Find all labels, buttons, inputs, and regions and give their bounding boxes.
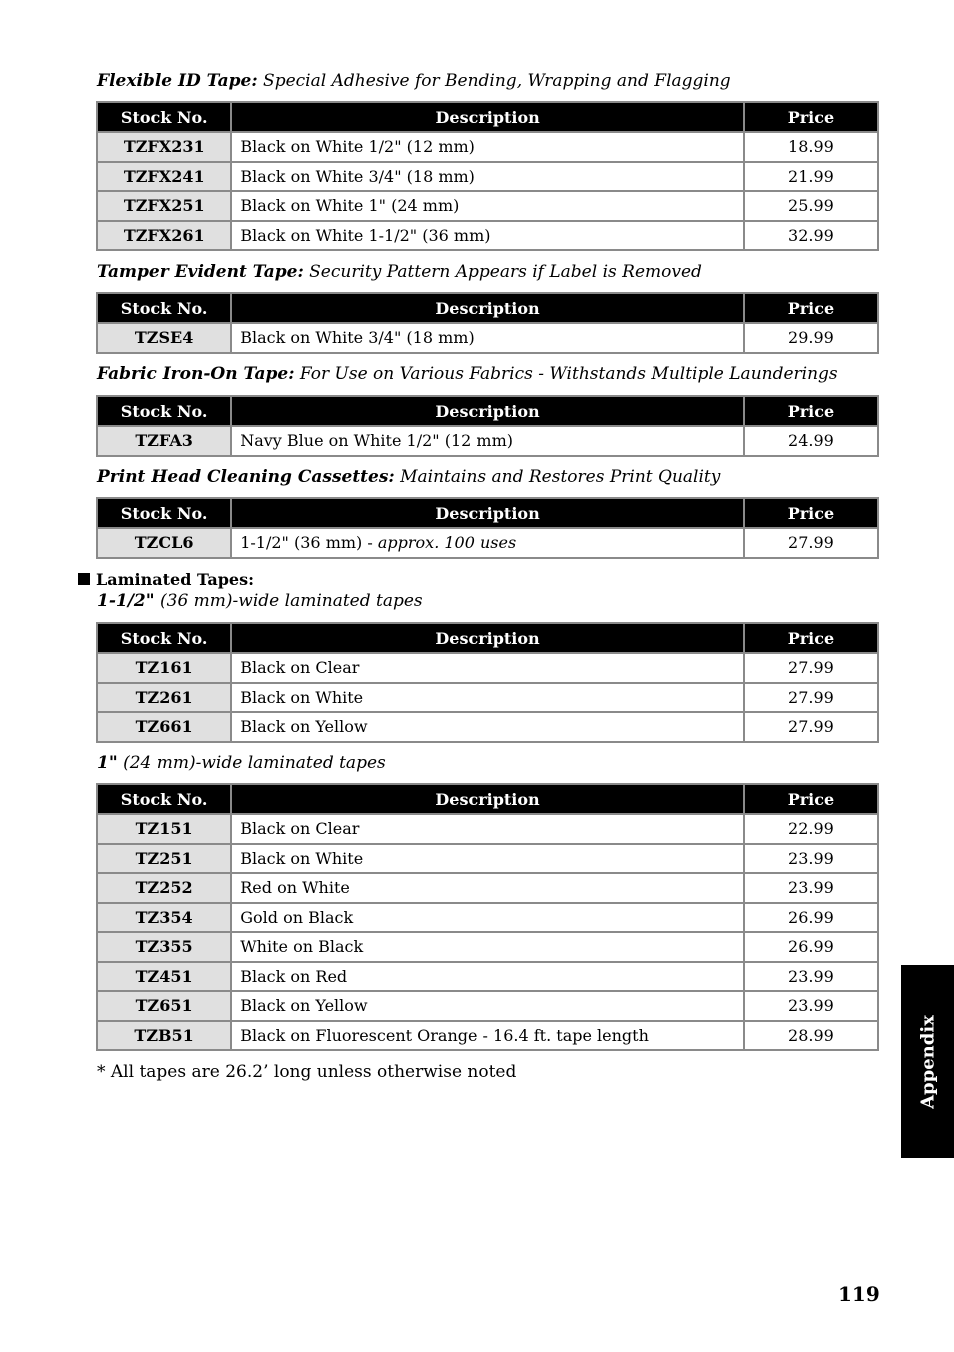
stock-cell: TZ661 bbox=[97, 712, 231, 742]
table-row bbox=[97, 712, 878, 742]
header-stock: Stock No. bbox=[97, 102, 231, 132]
stock-cell: TZB51 bbox=[97, 1021, 231, 1051]
table-header-row bbox=[97, 498, 878, 528]
table-row bbox=[97, 426, 878, 456]
stock-cell: TZCL6 bbox=[97, 528, 231, 558]
price-cell: 23.99 bbox=[744, 873, 878, 903]
table-row bbox=[97, 191, 878, 221]
header-price: Price bbox=[744, 102, 878, 132]
description-cell: Black on Yellow bbox=[231, 991, 744, 1021]
stock-cell: TZ161 bbox=[97, 653, 231, 683]
table-row bbox=[97, 903, 878, 933]
stock-cell: TZFA3 bbox=[97, 426, 231, 456]
header-description: Description bbox=[231, 293, 744, 323]
table-header-row bbox=[97, 784, 878, 814]
table-flexible-id bbox=[96, 101, 879, 251]
price-cell: 27.99 bbox=[744, 653, 878, 683]
description-cell: Red on White bbox=[231, 873, 744, 903]
stock-cell: TZ251 bbox=[97, 844, 231, 874]
description-cell: Gold on Black bbox=[231, 903, 744, 933]
header-description: Description bbox=[231, 623, 744, 653]
stock-cell: TZFX231 bbox=[97, 132, 231, 162]
description-cell: Black on White 3/4" (18 mm) bbox=[231, 323, 744, 353]
price-cell: 23.99 bbox=[744, 962, 878, 992]
description-cell: Black on White 3/4" (18 mm) bbox=[231, 162, 744, 192]
header-stock: Stock No. bbox=[97, 784, 231, 814]
table-row bbox=[97, 653, 878, 683]
stock-cell: TZFX261 bbox=[97, 221, 231, 251]
price-cell: 26.99 bbox=[744, 932, 878, 962]
description-cell: Black on Clear bbox=[231, 653, 744, 683]
section-title-tamper-evident: Tamper Evident Tape: Security Pattern Appears if Label is Removed bbox=[97, 262, 702, 282]
header-stock: Stock No. bbox=[97, 623, 231, 653]
header-description: Description bbox=[231, 396, 744, 426]
table-laminated-24mm bbox=[96, 783, 879, 1051]
description-cell: Black on Yellow bbox=[231, 712, 744, 742]
header-price: Price bbox=[744, 623, 878, 653]
table-row bbox=[97, 991, 878, 1021]
price-cell: 28.99 bbox=[744, 1021, 878, 1051]
header-price: Price bbox=[744, 498, 878, 528]
section-title-laminated-36mm: 1-1/2" (36 mm)-wide laminated tapes bbox=[97, 591, 423, 611]
header-price: Price bbox=[744, 784, 878, 814]
price-cell: 21.99 bbox=[744, 162, 878, 192]
table-row bbox=[97, 932, 878, 962]
description-cell: Black on White 1/2" (12 mm) bbox=[231, 132, 744, 162]
stock-cell: TZFX251 bbox=[97, 191, 231, 221]
table-header-row bbox=[97, 396, 878, 426]
table-row bbox=[97, 1021, 878, 1051]
price-cell: 23.99 bbox=[744, 991, 878, 1021]
price-cell: 27.99 bbox=[744, 683, 878, 713]
square-bullet-icon bbox=[78, 573, 90, 585]
stock-cell: TZ261 bbox=[97, 683, 231, 713]
section-title-fabric-iron-on: Fabric Iron-On Tape: For Use on Various Fabrics - Withstands Multiple Launderings bbox=[97, 364, 838, 384]
table-cleaning-cassettes bbox=[96, 497, 879, 559]
table-tamper-evident bbox=[96, 292, 879, 354]
table-fabric-iron-on bbox=[96, 395, 879, 457]
header-description: Description bbox=[231, 102, 744, 132]
table-header-row bbox=[97, 102, 878, 132]
appendix-tab-label: Appendix bbox=[917, 1014, 938, 1109]
table-row bbox=[97, 814, 878, 844]
description-cell: White on Black bbox=[231, 932, 744, 962]
section-title-flexible-id: Flexible ID Tape: Special Adhesive for Bending, Wrapping and Flagging bbox=[97, 71, 731, 91]
table-row bbox=[97, 162, 878, 192]
table-row bbox=[97, 683, 878, 713]
description-cell: Black on Clear bbox=[231, 814, 744, 844]
price-cell: 23.99 bbox=[744, 844, 878, 874]
stock-cell: TZ651 bbox=[97, 991, 231, 1021]
description-cell: Black on Red bbox=[231, 962, 744, 992]
table-laminated-36mm bbox=[96, 622, 879, 743]
stock-cell: TZSE4 bbox=[97, 323, 231, 353]
price-cell: 24.99 bbox=[744, 426, 878, 456]
table-header-row bbox=[97, 623, 878, 653]
stock-cell: TZFX241 bbox=[97, 162, 231, 192]
header-stock: Stock No. bbox=[97, 498, 231, 528]
table-row bbox=[97, 962, 878, 992]
price-cell: 25.99 bbox=[744, 191, 878, 221]
stock-cell: TZ252 bbox=[97, 873, 231, 903]
price-cell: 22.99 bbox=[744, 814, 878, 844]
table-row bbox=[97, 528, 878, 558]
section-title-cleaning-cassettes: Print Head Cleaning Cassettes: Maintains and Restores Print Quality bbox=[97, 467, 721, 487]
header-price: Price bbox=[744, 396, 878, 426]
appendix-side-tab bbox=[901, 965, 954, 1158]
footnote: * All tapes are 26.2’ long unless otherwise noted bbox=[97, 1062, 517, 1082]
table-header-row bbox=[97, 293, 878, 323]
stock-cell: TZ151 bbox=[97, 814, 231, 844]
description-cell: Black on White 1" (24 mm) bbox=[231, 191, 744, 221]
table-row bbox=[97, 132, 878, 162]
header-stock: Stock No. bbox=[97, 396, 231, 426]
stock-cell: TZ354 bbox=[97, 903, 231, 933]
stock-cell: TZ451 bbox=[97, 962, 231, 992]
header-price: Price bbox=[744, 293, 878, 323]
price-cell: 32.99 bbox=[744, 221, 878, 251]
page-number: 119 bbox=[838, 1282, 880, 1306]
table-row bbox=[97, 873, 878, 903]
table-row bbox=[97, 323, 878, 353]
price-cell: 18.99 bbox=[744, 132, 878, 162]
price-cell: 26.99 bbox=[744, 903, 878, 933]
description-italic-text: approx. 100 uses bbox=[377, 533, 517, 553]
table-row bbox=[97, 221, 878, 251]
description-cell: Navy Blue on White 1/2" (12 mm) bbox=[231, 426, 744, 456]
price-cell: 27.99 bbox=[744, 528, 878, 558]
description-cell: Black on White bbox=[231, 844, 744, 874]
table-row bbox=[97, 844, 878, 874]
description-cell bbox=[231, 528, 744, 558]
header-stock: Stock No. bbox=[97, 293, 231, 323]
description-cell: Black on White 1-1/2" (36 mm) bbox=[231, 221, 744, 251]
section-title-laminated-24mm: 1" (24 mm)-wide laminated tapes bbox=[97, 753, 386, 773]
price-cell: 27.99 bbox=[744, 712, 878, 742]
price-cell: 29.99 bbox=[744, 323, 878, 353]
header-description: Description bbox=[231, 784, 744, 814]
stock-cell: TZ355 bbox=[97, 932, 231, 962]
header-description: Description bbox=[231, 498, 744, 528]
description-cell: Black on Fluorescent Orange - 16.4 ft. tape length bbox=[231, 1021, 744, 1051]
description-text: 1-1/2" (36 mm) - bbox=[240, 533, 378, 553]
laminated-heading: Laminated Tapes: bbox=[78, 570, 254, 589]
description-cell: Black on White bbox=[231, 683, 744, 713]
